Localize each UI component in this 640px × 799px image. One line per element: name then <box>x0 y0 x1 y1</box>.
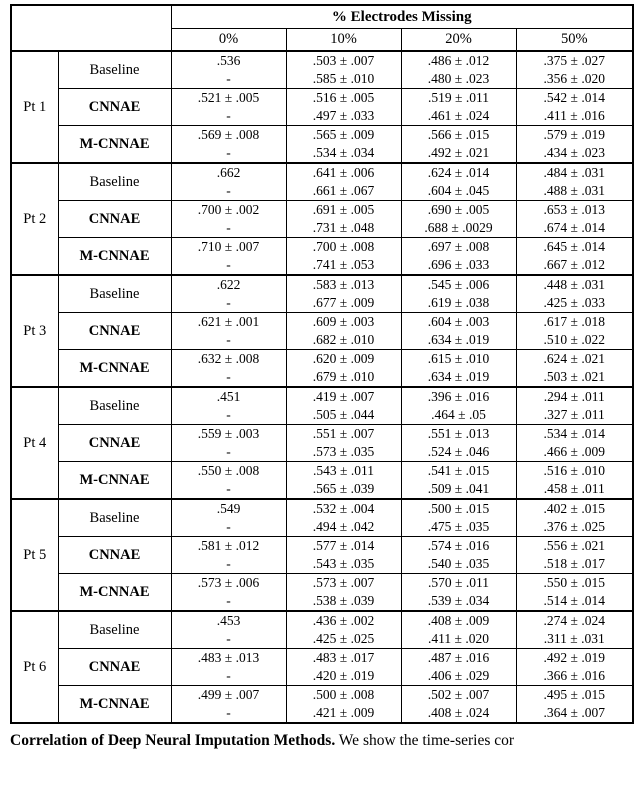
value-cell <box>516 425 633 462</box>
value-line: .551 ± .013 <box>427 426 490 441</box>
value-cell <box>286 611 401 649</box>
value-line: .505 ± .044 <box>312 407 375 422</box>
value-cell <box>401 574 516 612</box>
value-line: .461 ± .024 <box>427 108 490 123</box>
value-cell <box>401 275 516 313</box>
patient-label: Pt 4 <box>11 387 58 499</box>
value-line: .497 ± .033 <box>312 108 375 123</box>
value-line: .688 ± .0029 <box>424 220 493 235</box>
value-line: - <box>226 444 231 459</box>
value-line: .534 ± .014 <box>543 426 605 441</box>
header-col-10pct: 10% <box>286 29 401 52</box>
value-line: .376 ± .025 <box>543 519 605 534</box>
value-line: .480 ± .023 <box>427 71 490 86</box>
value-line: .532 ± .004 <box>312 501 375 516</box>
value-cell <box>516 51 633 89</box>
value-line: .551 ± .007 <box>312 426 375 441</box>
value-cell <box>171 462 286 500</box>
value-cell <box>401 462 516 500</box>
method-label: M-CNNAE <box>58 238 171 276</box>
value-cell <box>401 201 516 238</box>
value-line: .667 ± .012 <box>543 257 605 272</box>
value-cell <box>516 537 633 574</box>
table-row <box>11 350 633 388</box>
method-label: Baseline <box>58 51 171 89</box>
table-row <box>11 611 633 649</box>
value-line: .366 ± .016 <box>543 668 605 683</box>
value-line: .634 ± .019 <box>427 369 490 384</box>
method-label: CNNAE <box>58 89 171 126</box>
value-line: - <box>226 593 231 608</box>
value-cell <box>516 387 633 425</box>
table-row <box>11 499 633 537</box>
value-line: .653 ± .013 <box>543 202 605 217</box>
value-cell <box>516 201 633 238</box>
header-col-20pct: 20% <box>401 29 516 52</box>
value-line: .500 ± .015 <box>427 501 490 516</box>
method-label: Baseline <box>58 611 171 649</box>
value-cell <box>286 425 401 462</box>
value-cell <box>286 275 401 313</box>
value-line: .411 ± .016 <box>543 108 605 123</box>
table-row <box>11 649 633 686</box>
value-line: .581 ± .012 <box>197 538 260 553</box>
value-line: .486 ± .012 <box>427 53 490 68</box>
value-line: .453 <box>216 613 241 628</box>
value-cell <box>171 89 286 126</box>
value-line: - <box>226 631 231 646</box>
header-col-0pct: 0% <box>171 29 286 52</box>
value-line: - <box>226 295 231 310</box>
table-row <box>11 89 633 126</box>
value-line: .645 ± .014 <box>543 239 605 254</box>
method-label: M-CNNAE <box>58 462 171 500</box>
value-line: .487 ± .016 <box>427 650 490 665</box>
value-line: - <box>226 407 231 422</box>
value-cell <box>516 163 633 201</box>
value-line: - <box>226 71 231 86</box>
value-line: .425 ± .025 <box>312 631 375 646</box>
value-cell <box>401 51 516 89</box>
value-line: .583 ± .013 <box>312 277 375 292</box>
value-line: .700 ± .002 <box>197 202 260 217</box>
table-row <box>11 313 633 350</box>
value-line: .543 ± .011 <box>313 463 374 478</box>
value-line: .500 ± .008 <box>312 687 375 702</box>
value-line: .539 ± .034 <box>427 593 490 608</box>
value-line: .541 ± .015 <box>427 463 490 478</box>
value-line: .540 ± .035 <box>427 556 490 571</box>
value-line: .550 ± .015 <box>543 575 605 590</box>
value-line: .492 ± .019 <box>543 650 605 665</box>
value-line: .420 ± .019 <box>312 668 375 683</box>
value-cell <box>286 537 401 574</box>
value-cell <box>171 686 286 724</box>
value-line: .510 ± .022 <box>543 332 605 347</box>
value-line: .542 ± .014 <box>543 90 605 105</box>
value-cell <box>286 686 401 724</box>
value-line: .543 ± .035 <box>312 556 375 571</box>
value-cell <box>401 387 516 425</box>
value-line: .484 ± .031 <box>543 165 605 180</box>
value-cell <box>516 649 633 686</box>
value-line: .573 ± .007 <box>312 575 375 590</box>
table-body <box>11 51 633 723</box>
value-line: .402 ± .015 <box>543 501 605 516</box>
patient-label: Pt 2 <box>11 163 58 275</box>
value-cell <box>171 649 286 686</box>
value-line: .674 ± .014 <box>543 220 605 235</box>
value-line: .534 ± .034 <box>312 145 375 160</box>
table-row <box>11 387 633 425</box>
value-line: .483 ± .017 <box>312 650 375 665</box>
method-label: Baseline <box>58 499 171 537</box>
value-line: .570 ± .011 <box>428 575 489 590</box>
value-cell <box>171 350 286 388</box>
method-label: M-CNNAE <box>58 574 171 612</box>
patient-label: Pt 5 <box>11 499 58 611</box>
patient-label: Pt 3 <box>11 275 58 387</box>
method-label: M-CNNAE <box>58 126 171 164</box>
value-line: .499 ± .007 <box>197 687 260 702</box>
caption-text: We show the time-series cor <box>335 732 515 749</box>
value-cell <box>401 163 516 201</box>
value-line: .690 ± .005 <box>427 202 490 217</box>
value-line: - <box>226 705 231 720</box>
value-line: - <box>226 183 231 198</box>
value-cell <box>286 51 401 89</box>
value-line: - <box>226 332 231 347</box>
value-line: .710 ± .007 <box>197 239 260 254</box>
value-line: .617 ± .018 <box>543 314 605 329</box>
value-cell <box>171 537 286 574</box>
value-line: .466 ± .009 <box>543 444 605 459</box>
value-cell <box>401 425 516 462</box>
results-table <box>10 4 634 724</box>
value-cell <box>401 350 516 388</box>
value-line: .492 ± .021 <box>427 145 490 160</box>
patient-label: Pt 6 <box>11 611 58 723</box>
value-line: .569 ± .008 <box>197 127 260 142</box>
value-line: .577 ± .014 <box>312 538 375 553</box>
value-cell <box>171 387 286 425</box>
value-line: .585 ± .010 <box>312 71 375 86</box>
value-line: .679 ± .010 <box>312 369 375 384</box>
value-cell <box>171 611 286 649</box>
table-row <box>11 163 633 201</box>
table-row <box>11 425 633 462</box>
value-cell <box>516 611 633 649</box>
value-line: .502 ± .007 <box>427 687 490 702</box>
value-line: .641 ± .006 <box>312 165 375 180</box>
value-line: .521 ± .005 <box>197 90 260 105</box>
value-line: .604 ± .045 <box>427 183 490 198</box>
value-line: .516 ± .010 <box>543 463 605 478</box>
value-line: .518 ± .017 <box>543 556 605 571</box>
value-line: .448 ± .031 <box>543 277 605 292</box>
value-cell <box>516 275 633 313</box>
value-line: .516 ± .005 <box>312 90 375 105</box>
value-line: .451 <box>216 389 241 404</box>
value-line: .419 ± .007 <box>312 389 375 404</box>
value-line: - <box>226 257 231 272</box>
value-line: .662 <box>216 165 241 180</box>
value-line: .609 ± .003 <box>312 314 375 329</box>
value-cell <box>286 238 401 276</box>
value-line: .503 ± .007 <box>312 53 375 68</box>
value-line: .565 ± .009 <box>312 127 375 142</box>
value-cell <box>286 574 401 612</box>
value-cell <box>401 499 516 537</box>
value-cell <box>286 89 401 126</box>
value-line: .396 ± .016 <box>427 389 490 404</box>
value-cell <box>171 275 286 313</box>
value-line: .294 ± .011 <box>543 389 605 404</box>
value-cell <box>171 51 286 89</box>
method-label: CNNAE <box>58 313 171 350</box>
value-cell <box>171 126 286 164</box>
table-row <box>11 51 633 89</box>
value-cell <box>171 238 286 276</box>
value-line: .327 ± .011 <box>543 407 605 422</box>
value-line: .566 ± .015 <box>427 127 490 142</box>
table-row <box>11 238 633 276</box>
value-cell <box>516 462 633 500</box>
value-line: .696 ± .033 <box>427 257 490 272</box>
method-label: Baseline <box>58 387 171 425</box>
value-line: .536 <box>216 53 241 68</box>
value-line: .434 ± .023 <box>543 145 605 160</box>
method-label: CNNAE <box>58 425 171 462</box>
value-line: .549 <box>216 501 241 516</box>
header-col-50pct: 50% <box>516 29 633 52</box>
value-line: .624 ± .014 <box>427 165 490 180</box>
value-cell <box>516 313 633 350</box>
value-line: .408 ± .009 <box>427 613 490 628</box>
value-line: - <box>226 220 231 235</box>
value-cell <box>401 649 516 686</box>
value-line: - <box>226 668 231 683</box>
value-cell <box>286 462 401 500</box>
value-line: .556 ± .021 <box>543 538 605 553</box>
value-line: .509 ± .041 <box>427 481 490 496</box>
value-line: .741 ± .053 <box>312 257 375 272</box>
value-cell <box>171 425 286 462</box>
value-line: .574 ± .016 <box>427 538 490 553</box>
header-title: % Electrodes Missing <box>171 5 633 29</box>
value-line: .620 ± .009 <box>312 351 375 366</box>
value-cell <box>516 686 633 724</box>
value-cell <box>516 350 633 388</box>
value-line: .421 ± .009 <box>312 705 375 720</box>
value-cell <box>286 201 401 238</box>
value-line: .545 ± .006 <box>427 277 490 292</box>
value-cell <box>171 574 286 612</box>
caption-title: Correlation of Deep Neural Imputation Methods. <box>10 732 336 749</box>
table-row <box>11 574 633 612</box>
value-line: - <box>226 369 231 384</box>
value-cell <box>516 126 633 164</box>
method-label: CNNAE <box>58 201 171 238</box>
value-line: .375 ± .027 <box>543 53 605 68</box>
value-line: .538 ± .039 <box>312 593 375 608</box>
value-line: .524 ± .046 <box>427 444 490 459</box>
value-cell <box>401 89 516 126</box>
value-cell <box>401 313 516 350</box>
value-line: .661 ± .067 <box>312 183 375 198</box>
value-line: .356 ± .020 <box>543 71 605 86</box>
value-cell <box>401 686 516 724</box>
patient-label: Pt 1 <box>11 51 58 163</box>
value-cell <box>286 313 401 350</box>
value-line: .495 ± .015 <box>543 687 605 702</box>
value-cell <box>516 89 633 126</box>
table-row <box>11 275 633 313</box>
value-cell <box>171 163 286 201</box>
value-cell <box>401 537 516 574</box>
value-cell <box>516 238 633 276</box>
table-row <box>11 126 633 164</box>
value-line: .436 ± .002 <box>312 613 375 628</box>
table-row <box>11 462 633 500</box>
value-line: .565 ± .039 <box>312 481 375 496</box>
value-line: .573 ± .006 <box>197 575 260 590</box>
value-line: .425 ± .033 <box>543 295 605 310</box>
value-cell <box>401 238 516 276</box>
value-line: - <box>226 556 231 571</box>
value-line: .700 ± .008 <box>312 239 375 254</box>
value-cell <box>171 201 286 238</box>
value-line: .632 ± .008 <box>197 351 260 366</box>
value-line: .573 ± .035 <box>312 444 375 459</box>
value-line: .411 ± .020 <box>428 631 489 646</box>
value-cell <box>286 387 401 425</box>
value-line: .488 ± .031 <box>543 183 605 198</box>
value-line: .514 ± .014 <box>543 593 605 608</box>
value-line: - <box>226 519 231 534</box>
method-label: M-CNNAE <box>58 686 171 724</box>
table-row <box>11 686 633 724</box>
value-line: .604 ± .003 <box>427 314 490 329</box>
table-header <box>11 5 633 51</box>
value-cell <box>286 163 401 201</box>
method-label: Baseline <box>58 275 171 313</box>
method-label: CNNAE <box>58 649 171 686</box>
value-cell <box>286 126 401 164</box>
header-corner <box>11 5 171 51</box>
value-cell <box>286 350 401 388</box>
value-cell <box>171 313 286 350</box>
value-line: .624 ± .021 <box>543 351 605 366</box>
value-line: .475 ± .035 <box>427 519 490 534</box>
value-cell <box>401 126 516 164</box>
value-line: .691 ± .005 <box>312 202 375 217</box>
value-line: .697 ± .008 <box>427 239 490 254</box>
value-line: .559 ± .003 <box>197 426 260 441</box>
value-cell <box>401 611 516 649</box>
method-label: M-CNNAE <box>58 350 171 388</box>
value-line: .621 ± .001 <box>197 314 260 329</box>
table-row <box>11 537 633 574</box>
value-line: .622 <box>216 277 241 292</box>
value-line: .494 ± .042 <box>312 519 375 534</box>
value-line: - <box>226 108 231 123</box>
value-cell <box>286 649 401 686</box>
value-cell <box>516 574 633 612</box>
value-line: .274 ± .024 <box>543 613 605 628</box>
value-line: .364 ± .007 <box>543 705 605 720</box>
header-title-row <box>11 5 633 29</box>
value-line: .677 ± .009 <box>312 295 375 310</box>
value-line: .311 ± .031 <box>543 631 605 646</box>
value-line: .682 ± .010 <box>312 332 375 347</box>
value-line: .550 ± .008 <box>197 463 260 478</box>
value-line: .731 ± .048 <box>312 220 375 235</box>
value-line: .619 ± .038 <box>427 295 490 310</box>
value-cell <box>516 499 633 537</box>
value-line: .458 ± .011 <box>543 481 605 496</box>
value-cell <box>286 499 401 537</box>
table-row <box>11 201 633 238</box>
value-line: .408 ± .024 <box>427 705 490 720</box>
value-cell <box>171 499 286 537</box>
value-line: .464 ± .05 <box>431 407 486 422</box>
value-line: .634 ± .019 <box>427 332 490 347</box>
method-label: Baseline <box>58 163 171 201</box>
value-line: - <box>226 481 231 496</box>
value-line: - <box>226 145 231 160</box>
value-line: .406 ± .029 <box>427 668 490 683</box>
table-caption <box>10 731 632 751</box>
value-line: .579 ± .019 <box>543 127 605 142</box>
value-line: .503 ± .021 <box>543 369 605 384</box>
value-line: .519 ± .011 <box>428 90 489 105</box>
method-label: CNNAE <box>58 537 171 574</box>
value-line: .615 ± .010 <box>427 351 490 366</box>
value-line: .483 ± .013 <box>197 650 260 665</box>
